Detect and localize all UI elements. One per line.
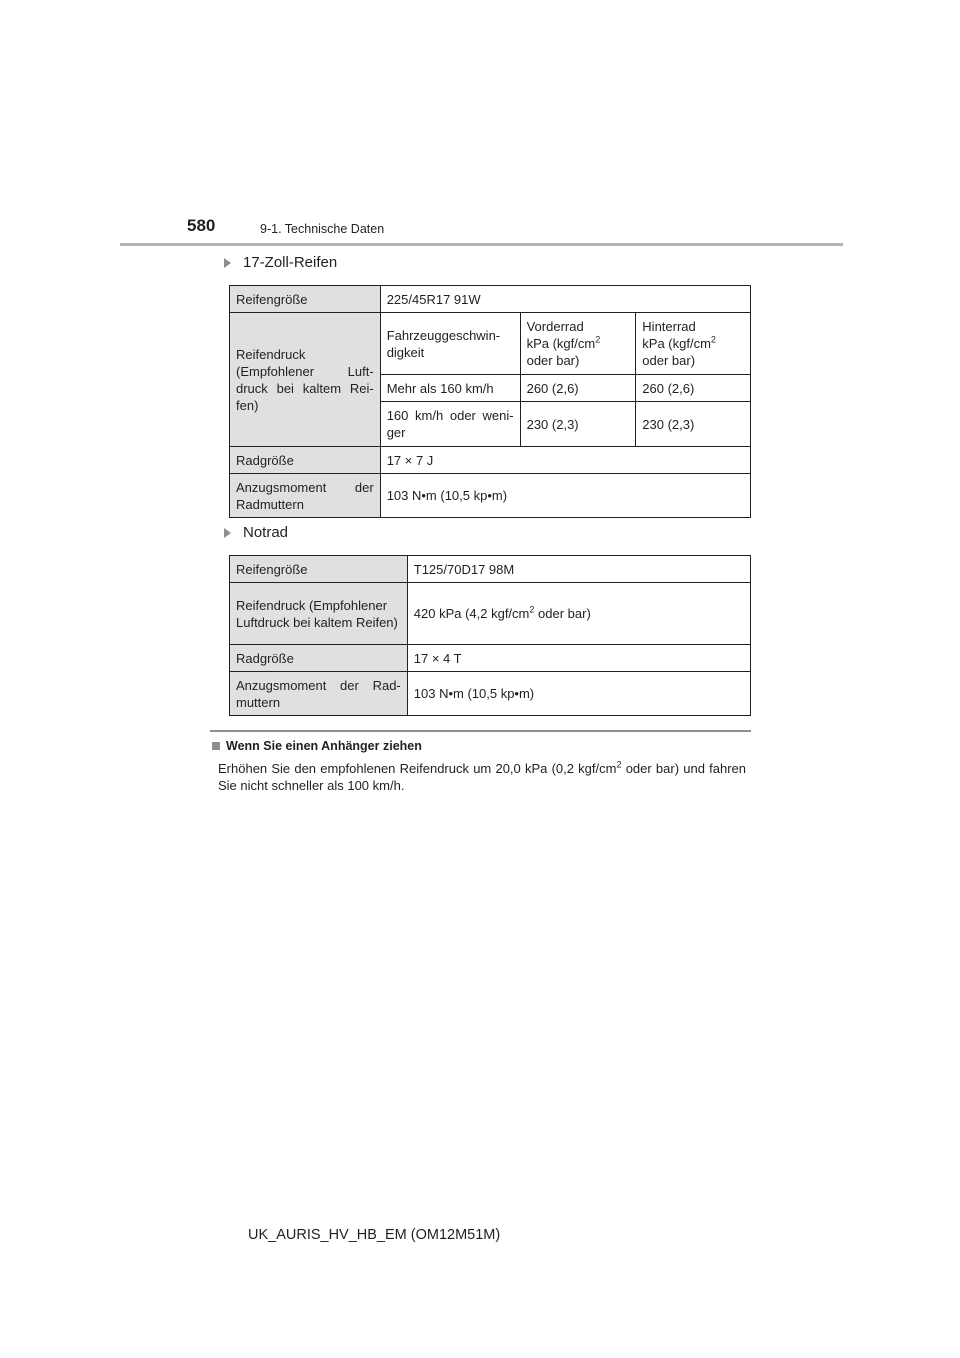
spare-rim-label: Radgröße [230, 645, 408, 672]
rim-value: 17 × 7 J [380, 447, 750, 474]
table-row [230, 447, 751, 474]
spare-torque-label: Anzugsmoment der Rad-muttern [230, 672, 408, 716]
front-cell: 260 (2,6) [520, 375, 636, 402]
rim-label: Radgröße [230, 447, 381, 474]
header-rule [120, 243, 843, 246]
subhead-spare-label: Notrad [243, 524, 289, 541]
size-label: Reifengröße [230, 286, 381, 313]
table-row [230, 286, 751, 313]
spare-torque-value: 103 N•m (10,5 kp•m) [407, 672, 750, 716]
front-col-line3: oder bar) [526, 353, 580, 368]
spare-size-value: T125/70D17 98M [407, 556, 750, 583]
front-column-header [520, 313, 636, 375]
rear-cell: 230 (2,3) [636, 402, 751, 447]
subhead-spare [224, 524, 288, 541]
note-sup: 2 [616, 759, 622, 770]
speed-column-header: Fahrzeuggeschwin-digkeit [380, 313, 520, 375]
spare-tire-table [229, 555, 751, 716]
spare-pressure-value [407, 583, 750, 645]
size-value: 225/45R17 91W [380, 286, 750, 313]
table-row [230, 583, 751, 645]
rear-col-line3: oder bar) [642, 353, 696, 368]
speed-cell: 160 km/h oder weni-ger [380, 402, 520, 447]
torque-value: 103 N•m (10,5 kp•m) [380, 474, 750, 518]
spare-size-label: Reifengröße [230, 556, 408, 583]
front-cell: 230 (2,3) [520, 402, 636, 447]
spare-pressure-sup: 2 [529, 604, 535, 615]
page-number: 580 [187, 216, 216, 235]
speed-cell: Mehr als 160 km/h [380, 375, 520, 402]
front-col-sup: 2 [595, 334, 601, 345]
note-body-before: Erhöhen Sie den empfohlenen Reifendruck um 20,0 kPa (0,2 kgf/cm [218, 761, 617, 776]
note-body [218, 760, 746, 794]
rear-cell: 260 (2,6) [636, 375, 751, 402]
spare-pressure-label: Reifendruck (Empfohlener Luftdruck bei kaltem Reifen) [230, 583, 408, 645]
rear-col-line1: Hinterrad [642, 319, 696, 334]
table-row [230, 645, 751, 672]
spare-pressure-after: oder bar) [534, 606, 591, 621]
tire-17-table [229, 285, 751, 518]
rear-column-header [636, 313, 751, 375]
triangle-bullet-icon [224, 528, 231, 538]
front-col-line2: kPa (kgf/cm [526, 336, 596, 351]
square-bullet-icon [212, 742, 220, 750]
footer-model: UK_AURIS_HV_HB_EM (OM12M51M) [248, 1227, 501, 1243]
section-title: 9-1. Technische Daten [260, 222, 385, 236]
rear-col-line2: kPa (kgf/cm [642, 336, 711, 351]
torque-label: Anzugsmoment der Radmuttern [230, 474, 381, 518]
table-row [230, 672, 751, 716]
note-heading [212, 739, 422, 753]
rear-col-sup: 2 [710, 334, 716, 345]
table-row [230, 556, 751, 583]
table-row [230, 474, 751, 518]
front-col-line1: Vorderrad [526, 319, 584, 334]
subhead-17-inch-label: 17-Zoll-Reifen [243, 254, 338, 271]
table-row [230, 313, 751, 375]
note-rule [210, 730, 751, 732]
subhead-17-inch [224, 254, 337, 271]
spare-pressure-before: 420 kPa (4,2 kgf/cm [413, 606, 530, 621]
spare-rim-value: 17 × 4 T [407, 645, 750, 672]
pressure-label: Reifendruck (Empfohlener Luft-druck bei kaltem Rei-fen) [230, 313, 381, 447]
note-title: Wenn Sie einen Anhänger ziehen [226, 739, 422, 753]
note-body-after: oder bar) und fahren Sie nicht schneller als 100 km/h. [218, 761, 746, 793]
triangle-bullet-icon [224, 258, 231, 268]
